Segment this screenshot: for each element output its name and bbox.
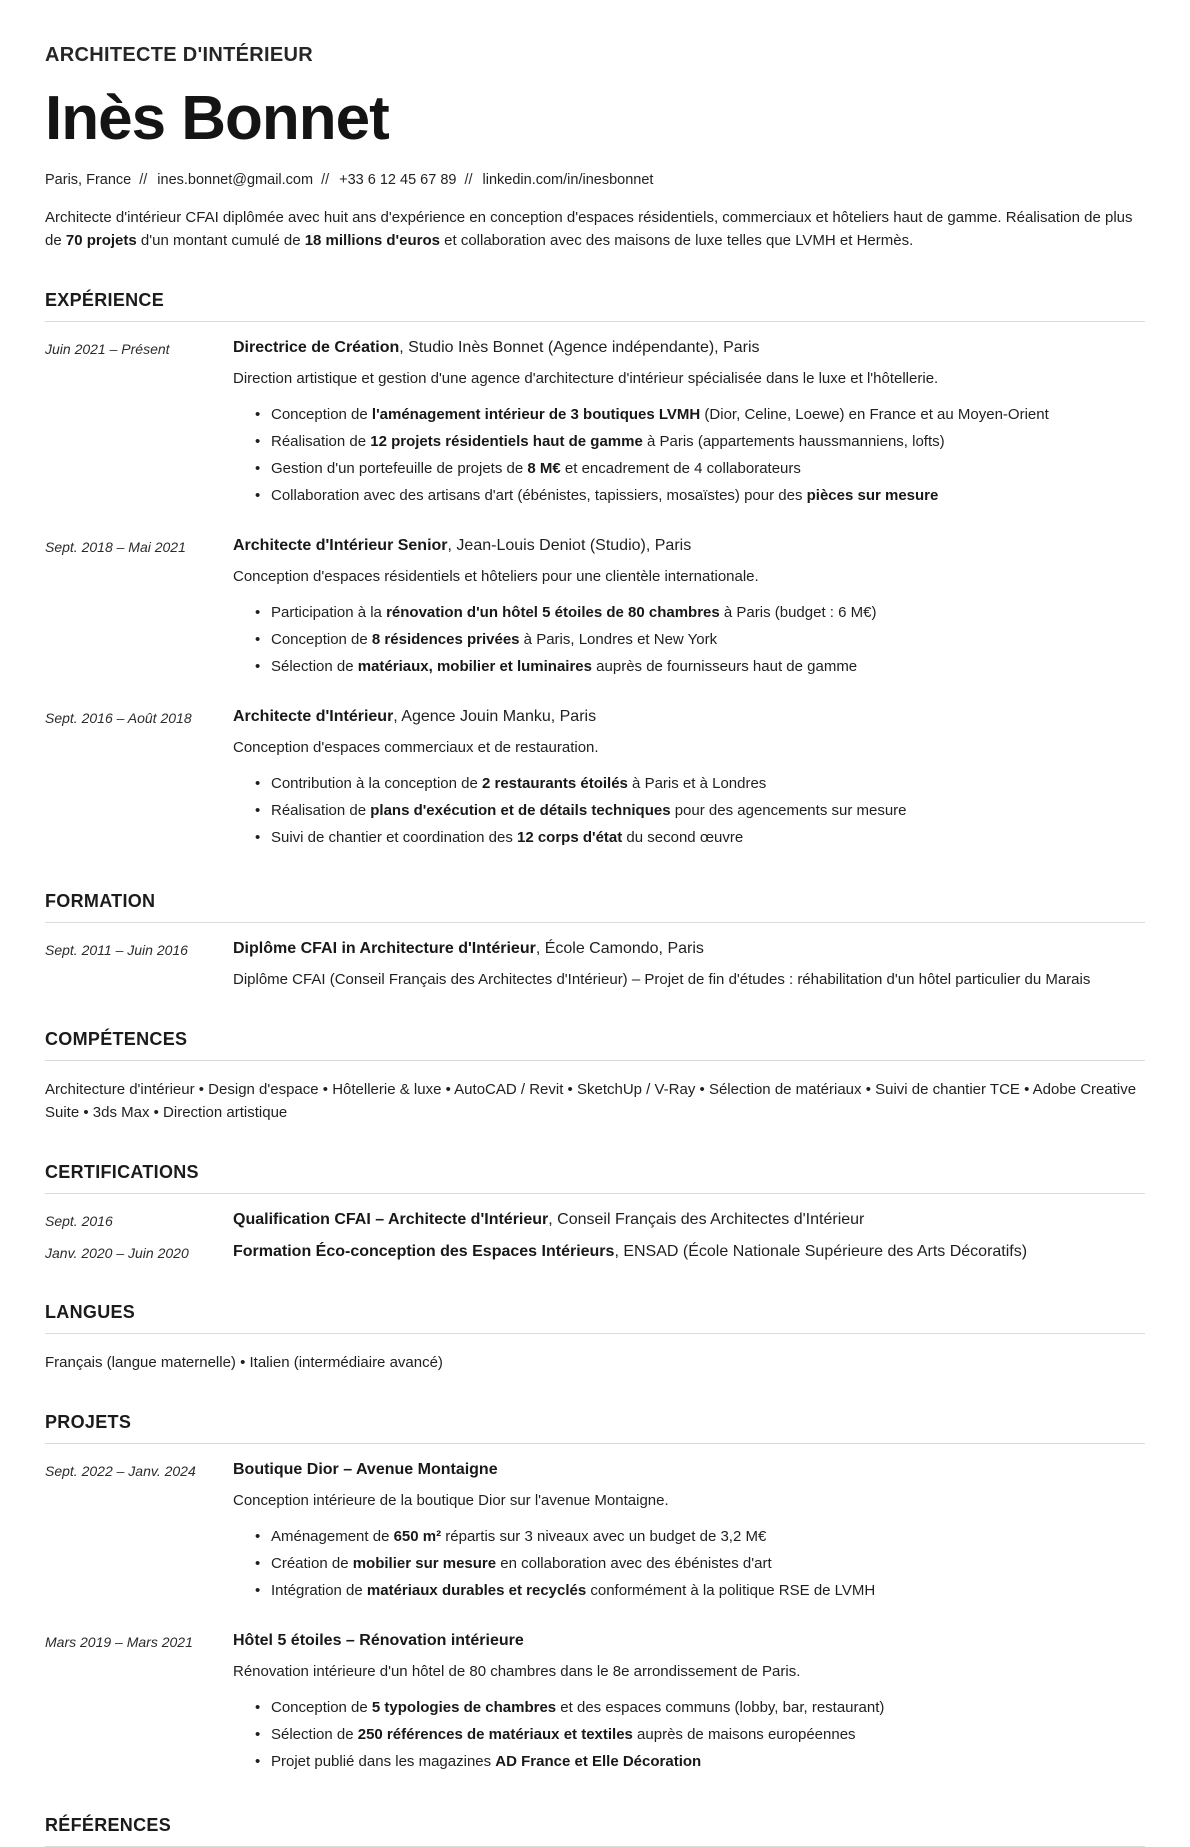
- bold-text-run: rénovation d'un hôtel 5 étoiles de 80 chambres: [386, 604, 720, 621]
- text-run: conformément à la politique RSE de LVMH: [586, 1582, 876, 1599]
- bold-text-run: pièces sur mesure: [806, 487, 939, 504]
- entry-body: [233, 1209, 1145, 1232]
- text-run: à Paris (budget : 6 M€): [719, 604, 877, 621]
- bold-text-run: 8 résidences privées: [371, 631, 520, 648]
- bold-text-run: Architecte d'Intérieur Senior: [233, 537, 448, 554]
- section-rule: [45, 1193, 1145, 1194]
- entry-bullets: [233, 601, 1145, 678]
- text-run: Conception intérieure de la boutique Dior sur l'avenue Montaigne.: [233, 1492, 669, 1509]
- bold-text-run: matériaux, mobilier et luminaires: [357, 658, 592, 675]
- text-run: Conception d'espaces résidentiels et hôteliers pour une clientèle internationale.: [233, 568, 759, 585]
- section-competences: [45, 1029, 1145, 1124]
- contact-item: linkedin.com/in/inesbonnet: [482, 172, 654, 188]
- bold-text-run: 5 typologies de chambres: [371, 1699, 557, 1716]
- bullet-item: [271, 1723, 1145, 1746]
- contact-item: Paris, France: [45, 172, 132, 188]
- text-run: Conception de: [271, 406, 372, 423]
- text-run: Conception de: [271, 1699, 372, 1716]
- entry-date: Mars 2019 – Mars 2021: [45, 1634, 193, 1650]
- section-title: CERTIFICATIONS: [45, 1162, 199, 1182]
- text-run: Création de: [271, 1555, 353, 1572]
- section-title: LANGUES: [45, 1302, 136, 1322]
- text-run: , École Camondo, Paris: [535, 940, 704, 957]
- text-run: à Paris, Londres et New York: [519, 631, 718, 648]
- text-run: et collaboration avec des maisons de luxe telles que LVMH et Hermès.: [439, 232, 914, 249]
- text-run: Contribution à la conception de: [271, 775, 482, 792]
- entry-body: [233, 1241, 1145, 1264]
- entry-date: Sept. 2018 – Mai 2021: [45, 539, 186, 555]
- text-run: à Paris (appartements haussmanniens, lofts): [642, 433, 945, 450]
- bullet-item: [271, 1750, 1145, 1773]
- bullet-item: [271, 655, 1145, 678]
- certifications-entry: [45, 1209, 1145, 1232]
- entry-body: [233, 938, 1145, 991]
- bullet-item: [271, 601, 1145, 624]
- bullet-item: [271, 772, 1145, 795]
- contact-item: ines.bonnet@gmail.com: [157, 172, 314, 188]
- text-run: Intégration de: [271, 1582, 367, 1599]
- bold-text-run: 12 projets résidentiels haut de gamme: [370, 433, 643, 450]
- formation-entry: [45, 938, 1145, 991]
- text-run: d'un montant cumulé de: [136, 232, 305, 249]
- text-run: du second œuvre: [622, 829, 744, 846]
- section-title: PROJETS: [45, 1412, 132, 1432]
- text-run: Aménagement de: [271, 1528, 394, 1545]
- bold-text-run: Architecte d'Intérieur: [233, 708, 394, 725]
- entry-description: [233, 367, 1145, 390]
- projets-entry: [45, 1459, 1145, 1606]
- text-run: (Dior, Celine, Loewe) en France et au Moyen-Orient: [700, 406, 1049, 423]
- bullet-item: [271, 457, 1145, 480]
- entry-title: [233, 706, 1145, 727]
- text-run: auprès de maisons européennes: [632, 1726, 856, 1743]
- text-run: Diplôme CFAI (Conseil Français des Architectes d'Intérieur) – Projet de fin d'études : réhabilitation d'un hôtel particulier du Marais: [233, 971, 1091, 988]
- section-rule: [45, 922, 1145, 923]
- certifications-entry: [45, 1241, 1145, 1264]
- section-rule: [45, 1333, 1145, 1334]
- bold-text-run: l'aménagement intérieur de 3 boutiques LVMH: [371, 406, 701, 423]
- contact-item: +33 6 12 45 67 89: [339, 172, 457, 188]
- resume-sections: [45, 290, 1145, 1847]
- entry-date: Juin 2021 – Présent: [45, 341, 170, 357]
- section-title: COMPÉTENCES: [45, 1029, 188, 1049]
- competences-list: Architecture d'intérieur • Design d'espace • Hôtellerie & luxe • AutoCAD / Revit • SketchUp / V-Ray • Sélection de matériaux • Suivi de chantier TCE • Adobe Creative Suite • 3ds Max • Direction artistique: [45, 1081, 1137, 1121]
- entry-date: Sept. 2011 – Juin 2016: [45, 942, 188, 958]
- entry-body: [233, 1630, 1145, 1777]
- entry-bullets: [233, 772, 1145, 849]
- entry-description: [233, 565, 1145, 588]
- bold-text-run: AD France et Elle Décoration: [495, 1753, 702, 1770]
- section-title: EXPÉRIENCE: [45, 290, 165, 310]
- entry-date: Sept. 2016: [45, 1213, 113, 1229]
- entry-title: [233, 938, 1145, 959]
- projets-entry: [45, 1630, 1145, 1777]
- entry-title: [233, 1241, 1145, 1262]
- bullet-item: [271, 403, 1145, 426]
- bullet-item: [271, 628, 1145, 651]
- bullet-item: [271, 1525, 1145, 1548]
- section-projets: [45, 1412, 1145, 1777]
- bold-text-run: 18 millions d'euros: [304, 232, 440, 249]
- bullet-item: [271, 826, 1145, 849]
- role-label: ARCHITECTE D'INTÉRIEUR: [45, 44, 314, 66]
- text-run: , ENSAD (École Nationale Supérieure des Arts Décoratifs): [614, 1243, 1028, 1260]
- text-run: Sélection de: [271, 658, 358, 675]
- section-experience: [45, 290, 1145, 853]
- text-run: , Conseil Français des Architectes d'Intérieur: [548, 1211, 865, 1228]
- entry-bullets: [233, 403, 1145, 507]
- bold-text-run: 8 M€: [527, 460, 561, 477]
- section-references: [45, 1815, 1145, 1847]
- contact-separator: //: [139, 172, 148, 188]
- section-title: RÉFÉRENCES: [45, 1815, 172, 1835]
- summary-paragraph: [45, 206, 1145, 252]
- bullet-item: [271, 1552, 1145, 1575]
- text-run: Gestion d'un portefeuille de projets de: [271, 460, 528, 477]
- text-run: Participation à la: [271, 604, 387, 621]
- text-run: Conception d'espaces commerciaux et de restauration.: [233, 739, 599, 756]
- text-run: répartis sur 3 niveaux avec un budget de 3,2 M€: [441, 1528, 767, 1545]
- text-run: Suivi de chantier et coordination des: [271, 829, 517, 846]
- section-rule: [45, 1443, 1145, 1444]
- text-run: Réalisation de: [271, 802, 371, 819]
- section-formation: [45, 891, 1145, 991]
- contact-separator: //: [464, 172, 473, 188]
- text-run: Sélection de: [271, 1726, 358, 1743]
- bold-text-run: Directrice de Création: [233, 339, 400, 356]
- bold-text-run: Formation Éco-conception des Espaces Intérieurs: [233, 1243, 615, 1260]
- text-run: et des espaces communs (lobby, bar, restaurant): [556, 1699, 885, 1716]
- resume-header: [45, 44, 1145, 252]
- entry-date: Sept. 2016 – Août 2018: [45, 710, 192, 726]
- contact-line: [45, 172, 1145, 188]
- entry-date: Janv. 2020 – Juin 2020: [45, 1245, 189, 1261]
- text-run: auprès de fournisseurs haut de gamme: [592, 658, 858, 675]
- bold-text-run: plans d'exécution et de détails techniques: [370, 802, 671, 819]
- entry-description: [233, 1660, 1145, 1683]
- bold-text-run: 250 références de matériaux et textiles: [357, 1726, 633, 1743]
- experience-entry: [45, 535, 1145, 682]
- text-run: Direction artistique et gestion d'une agence d'architecture d'intérieur spécialisée dans le luxe et l'hôtellerie.: [233, 370, 939, 387]
- bold-text-run: 2 restaurants étoilés: [481, 775, 628, 792]
- text-run: Rénovation intérieure d'un hôtel de 80 chambres dans le 8e arrondissement de Paris.: [233, 1663, 801, 1680]
- entry-bullets: [233, 1525, 1145, 1602]
- entry-body: [233, 337, 1145, 511]
- entry-title: [233, 1209, 1145, 1230]
- entry-title: [233, 535, 1145, 556]
- bold-text-run: 650 m²: [393, 1528, 442, 1545]
- entry-date: Sept. 2022 – Janv. 2024: [45, 1463, 196, 1479]
- bullet-item: [271, 484, 1145, 507]
- entry-description: [233, 1489, 1145, 1512]
- bold-text-run: 70 projets: [65, 232, 137, 249]
- bold-text-run: matériaux durables et recyclés: [366, 1582, 587, 1599]
- section-certifications: [45, 1162, 1145, 1264]
- text-run: , Studio Inès Bonnet (Agence indépendante), Paris: [399, 339, 760, 356]
- bold-text-run: Boutique Dior – Avenue Montaigne: [233, 1461, 498, 1478]
- section-langues: [45, 1302, 1145, 1374]
- bullet-item: [271, 430, 1145, 453]
- bullet-item: [271, 1696, 1145, 1719]
- entry-body: [233, 1459, 1145, 1606]
- entry-description: [233, 736, 1145, 759]
- experience-entry: [45, 706, 1145, 853]
- bold-text-run: Hôtel 5 étoiles – Rénovation intérieure: [233, 1632, 524, 1649]
- experience-entry: [45, 337, 1145, 511]
- bold-text-run: mobilier sur mesure: [352, 1555, 497, 1572]
- section-title: FORMATION: [45, 891, 156, 911]
- text-run: à Paris et à Londres: [627, 775, 767, 792]
- contact-separator: //: [321, 172, 330, 188]
- entry-title: [233, 337, 1145, 358]
- text-run: Conception de: [271, 631, 372, 648]
- text-run: en collaboration avec des ébénistes d'art: [496, 1555, 772, 1572]
- bold-text-run: Diplôme CFAI in Architecture d'Intérieur: [233, 940, 536, 957]
- bold-text-run: 12 corps d'état: [516, 829, 623, 846]
- text-run: Architecte d'intérieur CFAI diplômée avec huit ans d'expérience en conception d'espaces résidentiels, commerciaux et hôteliers haut de gamme. Réalisation de plus de: [45, 209, 1133, 249]
- section-rule: [45, 321, 1145, 322]
- entry-title: [233, 1630, 1145, 1651]
- entry-description: [233, 968, 1145, 991]
- text-run: pour des agencements sur mesure: [670, 802, 907, 819]
- langues-list: Français (langue maternelle) • Italien (intermédiaire avancé): [45, 1354, 443, 1371]
- text-run: Réalisation de: [271, 433, 371, 450]
- bold-text-run: Qualification CFAI – Architecte d'Intérieur: [233, 1211, 549, 1228]
- text-run: Collaboration avec des artisans d'art (ébénistes, tapissiers, mosaïstes) pour des: [271, 487, 807, 504]
- entry-body: [233, 535, 1145, 682]
- text-run: , Jean-Louis Deniot (Studio), Paris: [447, 537, 692, 554]
- candidate-name: Inès Bonnet: [45, 84, 389, 153]
- entry-bullets: [233, 1696, 1145, 1773]
- text-run: , Agence Jouin Manku, Paris: [393, 708, 597, 725]
- entry-title: [233, 1459, 1145, 1480]
- text-run: Projet publié dans les magazines: [271, 1753, 496, 1770]
- entry-body: [233, 706, 1145, 853]
- text-run: et encadrement de 4 collaborateurs: [560, 460, 801, 477]
- bullet-item: [271, 799, 1145, 822]
- bullet-item: [271, 1579, 1145, 1602]
- section-rule: [45, 1060, 1145, 1061]
